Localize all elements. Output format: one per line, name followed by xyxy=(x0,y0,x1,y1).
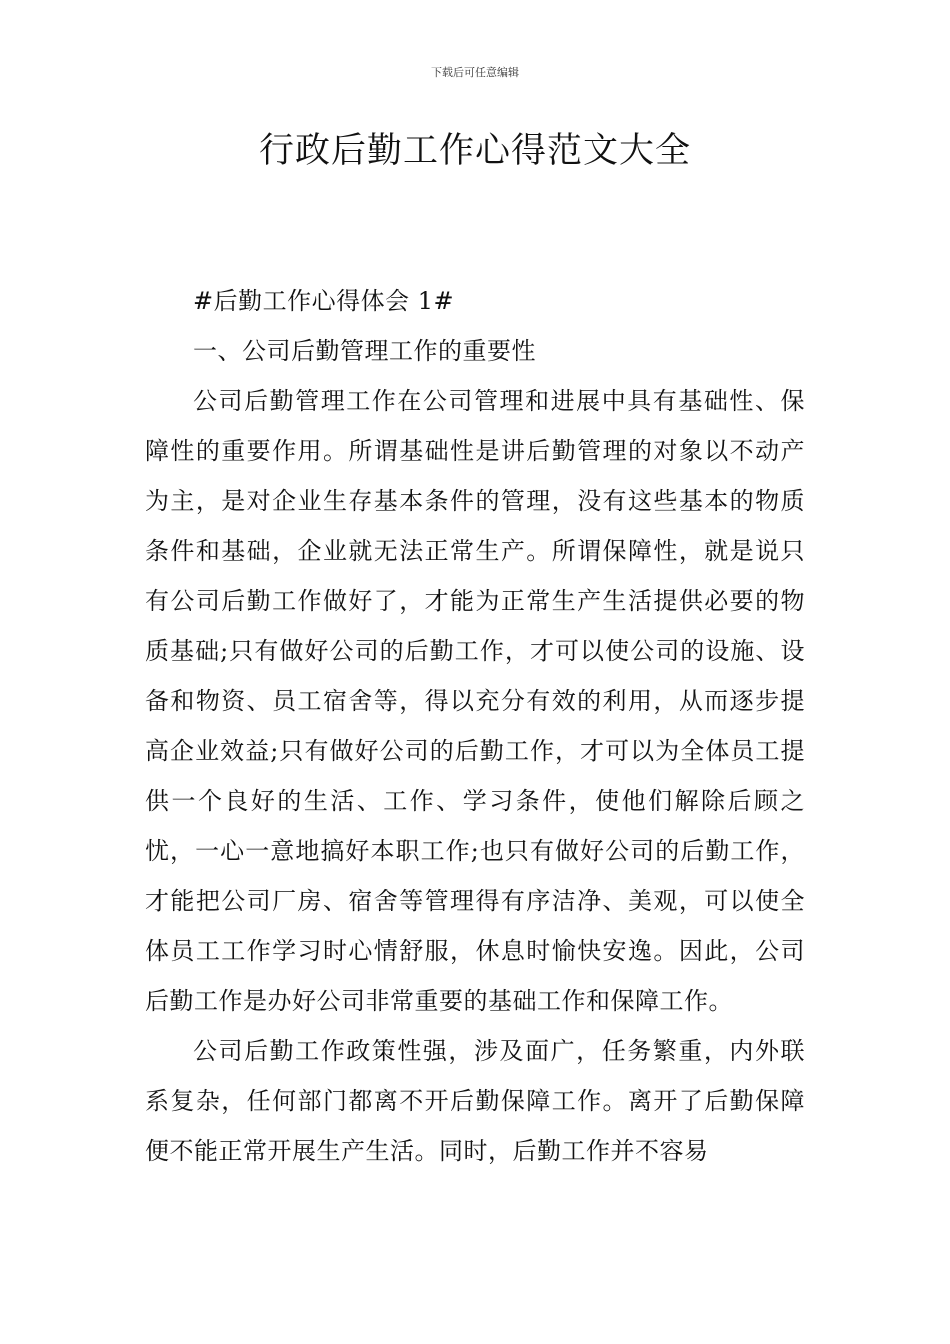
subheading: 一、公司后勤管理工作的重要性 xyxy=(193,337,536,365)
page-header-note: 下载后可任意编辑 xyxy=(431,66,519,79)
paragraph: 公司后勤管理工作在公司管理和进展中具有基础性、保障性的重要作用。所谓基础性是讲后勤管理的对象以不动产为主，是对企业生存基本条件的管理，没有这些基本的物质条件和基础，企业就无法正常生产。所谓保障性，就是说只有公司后勤工作做好了，才能为正常生产生活提供必要的物质基础;只有做好公司的后勤工作，才可以使公司的设施、设备和物资、员工宿舍等，得以充分有效的利用，从而逐步提高企业效益;只有做好公司的后勤工作，才可以为全体员工提供一个良好的生活、工作、学习条件，使他们解除后顾之忧，一心一意地搞好本职工作;也只有做好公司的后勤工作，才能把公司厂房、宿舍等管理得有序洁净、美观，可以使全体员工工作学习时心情舒服，休息时愉快安逸。因此，公司后勤工作是办好公司非常重要的基础工作和保障工作。 xyxy=(145,387,805,1015)
section-heading: #后勤工作心得体会 1# xyxy=(193,287,455,315)
document-title: 行政后勤工作心得范文大全 xyxy=(258,131,691,171)
document-body xyxy=(145,276,805,1176)
paragraph: 公司后勤工作政策性强，涉及面广，任务繁重，内外联系复杂，任何部门都离不开后勤保障工作。离开了后勤保障便不能正常开展生产生活。同时，后勤工作并不容易 xyxy=(145,1037,805,1165)
